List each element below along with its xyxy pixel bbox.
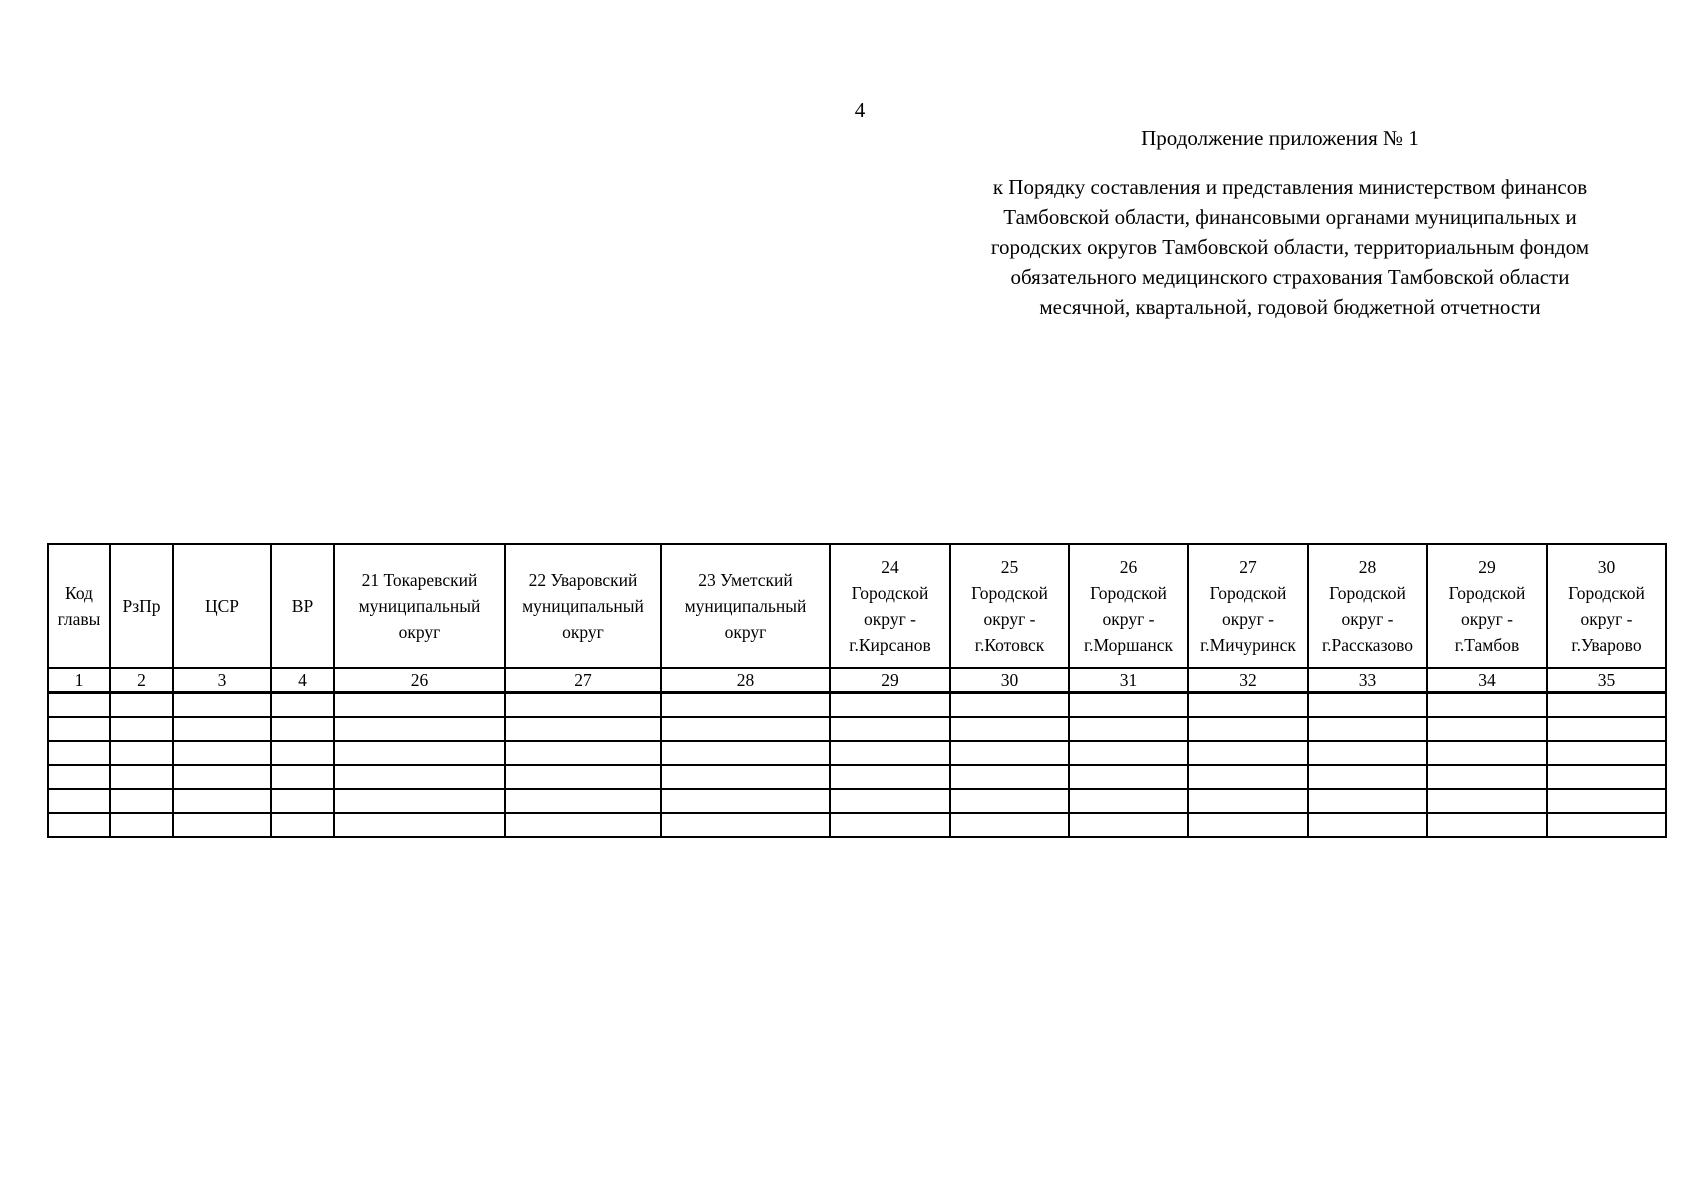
- header-line: 30: [1597, 557, 1616, 577]
- table-cell: [271, 693, 334, 718]
- table-cell: [1188, 789, 1308, 813]
- table-cell: [661, 789, 830, 813]
- table-cell: [505, 765, 661, 789]
- table-header-row: [48, 544, 1666, 668]
- table-row: [48, 741, 1666, 765]
- column-number: 30: [950, 668, 1069, 693]
- header-line: г.Кирсанов: [849, 635, 931, 655]
- header-rasskazovo: [1308, 544, 1427, 668]
- table-cell: [1069, 813, 1188, 837]
- header-tokarevsky: [334, 544, 505, 668]
- header-line: Городской: [851, 583, 929, 603]
- table-cell: [1308, 789, 1427, 813]
- table-cell: [505, 717, 661, 741]
- header-michurinsk: [1188, 544, 1308, 668]
- column-number: 35: [1547, 668, 1666, 693]
- table-cell: [271, 741, 334, 765]
- header-line: округ: [398, 622, 441, 642]
- table-cell: [830, 789, 950, 813]
- header-line: 26: [1119, 557, 1138, 577]
- table-cell: [48, 765, 110, 789]
- table-cell: [173, 693, 271, 718]
- table-cell: [1547, 717, 1666, 741]
- table-row: [48, 717, 1666, 741]
- appendix-reference: [940, 172, 1640, 322]
- table-cell: [173, 741, 271, 765]
- table-row: [48, 813, 1666, 837]
- header-line: г.Мичуринск: [1200, 635, 1296, 655]
- table-cell: [334, 741, 505, 765]
- table-cell: [334, 789, 505, 813]
- table-cell: [1308, 765, 1427, 789]
- table-cell: [110, 741, 173, 765]
- header-line: муниципальный: [522, 596, 644, 616]
- table-cell: [1188, 741, 1308, 765]
- header-line: Городской: [1329, 583, 1406, 603]
- report-table: [47, 543, 1667, 838]
- table-cell: [1069, 765, 1188, 789]
- header-line: округ -: [1222, 609, 1274, 629]
- table-cell: [334, 693, 505, 718]
- table-cell: [505, 813, 661, 837]
- table-cell: [1188, 765, 1308, 789]
- table-cell: [661, 741, 830, 765]
- header-line: Городской: [1568, 583, 1645, 603]
- table-cell: [505, 741, 661, 765]
- table-cell: [1547, 765, 1666, 789]
- table-cell: [950, 717, 1069, 741]
- header-kod-glavy: [48, 544, 110, 668]
- table-cell: [830, 741, 950, 765]
- appendix-title: Продолжение приложения № 1: [1141, 126, 1419, 150]
- header-line: округ -: [1102, 609, 1155, 629]
- header-line: 29: [1478, 557, 1496, 577]
- table-cell: [271, 813, 334, 837]
- table-cell: [1308, 741, 1427, 765]
- table-cell: [1427, 789, 1547, 813]
- table-cell: [950, 789, 1069, 813]
- table-cell: [271, 789, 334, 813]
- header-rzpr: [110, 544, 173, 668]
- table-cell: [173, 717, 271, 741]
- table-cell: [173, 789, 271, 813]
- table-cell: [830, 693, 950, 718]
- header-line: г.Моршанск: [1083, 635, 1174, 655]
- table-cell: [830, 717, 950, 741]
- header-line: 24: [881, 557, 899, 577]
- table-cell: [1188, 813, 1308, 837]
- page-number: 4: [854, 98, 866, 122]
- header-line: Городской: [1209, 583, 1287, 603]
- table-cell: [661, 765, 830, 789]
- table-cell: [1069, 741, 1188, 765]
- header-csr: [173, 544, 271, 668]
- table-cell: [830, 813, 950, 837]
- table-cell: [661, 693, 830, 718]
- header-line: главы: [57, 609, 101, 629]
- table-cell: [110, 813, 173, 837]
- header-line: округ: [724, 622, 767, 642]
- header-uvarovsky: [505, 544, 661, 668]
- header-line: Городской: [1090, 583, 1167, 603]
- table-cell: [1188, 693, 1308, 718]
- table-cell: [173, 765, 271, 789]
- header-line: 27: [1239, 557, 1257, 577]
- header-line: г.Котовск: [974, 635, 1045, 655]
- column-number: 33: [1308, 668, 1427, 693]
- table-row: [48, 789, 1666, 813]
- header-line: округ -: [983, 609, 1036, 629]
- header-line: округ -: [864, 609, 916, 629]
- appendix-reference-line: городских округов Тамбовской области, территориальным фондом: [990, 235, 1590, 259]
- header-line: Городской: [1448, 583, 1526, 603]
- table-cell: [505, 789, 661, 813]
- header-morshansk: [1069, 544, 1188, 668]
- column-number: 31: [1069, 668, 1188, 693]
- column-number: 2: [110, 668, 173, 693]
- column-number: 26: [334, 668, 505, 693]
- header-line: РзПр: [122, 596, 161, 616]
- table-cell: [110, 693, 173, 718]
- table-cell: [1427, 717, 1547, 741]
- table-cell: [334, 717, 505, 741]
- column-number: 28: [661, 668, 830, 693]
- column-number: 32: [1188, 668, 1308, 693]
- header-umetsky: [661, 544, 830, 668]
- header-line: 25: [1000, 557, 1019, 577]
- table-cell: [334, 765, 505, 789]
- table-cell: [1069, 789, 1188, 813]
- header-line: 21 Токаревский: [361, 570, 478, 590]
- appendix-reference-line: к Порядку составления и представления министерством финансов: [992, 175, 1588, 199]
- table-cell: [1547, 813, 1666, 837]
- header-line: округ: [562, 622, 604, 642]
- header-line: ЦСР: [204, 596, 240, 616]
- column-number: 1: [48, 668, 110, 693]
- table-cell: [110, 717, 173, 741]
- header-line: округ -: [1341, 609, 1394, 629]
- table-cell: [950, 693, 1069, 718]
- header-line: 28: [1358, 557, 1377, 577]
- table-cell: [505, 693, 661, 718]
- header-line: муниципальный: [358, 596, 481, 616]
- header-kirsanov: [830, 544, 950, 668]
- table-cell: [1427, 813, 1547, 837]
- header-line: 23 Уметский: [698, 570, 793, 590]
- appendix-reference-line: месячной, квартальной, годовой бюджетной отчетности: [1039, 295, 1541, 319]
- column-number: 3: [173, 668, 271, 693]
- table-cell: [48, 741, 110, 765]
- table-cell: [1188, 717, 1308, 741]
- table-cell: [1069, 717, 1188, 741]
- table-cell: [48, 789, 110, 813]
- header-line: 22 Уваровский: [528, 570, 638, 590]
- header-line: муниципальный: [684, 596, 807, 616]
- table-cell: [1547, 693, 1666, 718]
- table-cell: [48, 813, 110, 837]
- table-cell: [950, 765, 1069, 789]
- header-uvarovo: [1547, 544, 1666, 668]
- table-cell: [48, 717, 110, 741]
- table-cell: [110, 789, 173, 813]
- column-number: 27: [505, 668, 661, 693]
- header-vr: [271, 544, 334, 668]
- table-cell: [1069, 693, 1188, 718]
- table-cell: [1308, 717, 1427, 741]
- table-cell: [48, 693, 110, 718]
- header-tambov: [1427, 544, 1547, 668]
- column-number-row: [48, 668, 1666, 693]
- table-cell: [173, 813, 271, 837]
- table-cell: [1427, 741, 1547, 765]
- table-row: [48, 765, 1666, 789]
- table-cell: [950, 813, 1069, 837]
- table-cell: [1308, 813, 1427, 837]
- column-number: 34: [1427, 668, 1547, 693]
- header-line: г.Тамбов: [1454, 635, 1520, 655]
- table-cell: [661, 717, 830, 741]
- table-cell: [1427, 765, 1547, 789]
- appendix-reference-line: обязательного медицинского страхования Тамбовской области: [1010, 265, 1570, 289]
- header-line: Городской: [971, 583, 1048, 603]
- header-line: Код: [65, 583, 93, 603]
- table-cell: [271, 765, 334, 789]
- table-cell: [271, 717, 334, 741]
- table-cell: [830, 765, 950, 789]
- header-line: г.Рассказово: [1321, 635, 1414, 655]
- header-line: ВР: [291, 596, 314, 616]
- table-cell: [1308, 693, 1427, 718]
- column-number: 29: [830, 668, 950, 693]
- table-body: [48, 693, 1666, 838]
- table-cell: [1547, 789, 1666, 813]
- column-number: 4: [271, 668, 334, 693]
- header-line: округ -: [1580, 609, 1633, 629]
- table-cell: [1427, 693, 1547, 718]
- header-line: г.Уварово: [1571, 635, 1642, 655]
- table-row: [48, 693, 1666, 718]
- table-cell: [661, 813, 830, 837]
- table-cell: [110, 765, 173, 789]
- table-cell: [950, 741, 1069, 765]
- header-line: округ -: [1461, 609, 1513, 629]
- header-kotovsk: [950, 544, 1069, 668]
- table-cell: [334, 813, 505, 837]
- appendix-reference-line: Тамбовской области, финансовыми органами муниципальных и: [1003, 205, 1577, 229]
- table-cell: [1547, 741, 1666, 765]
